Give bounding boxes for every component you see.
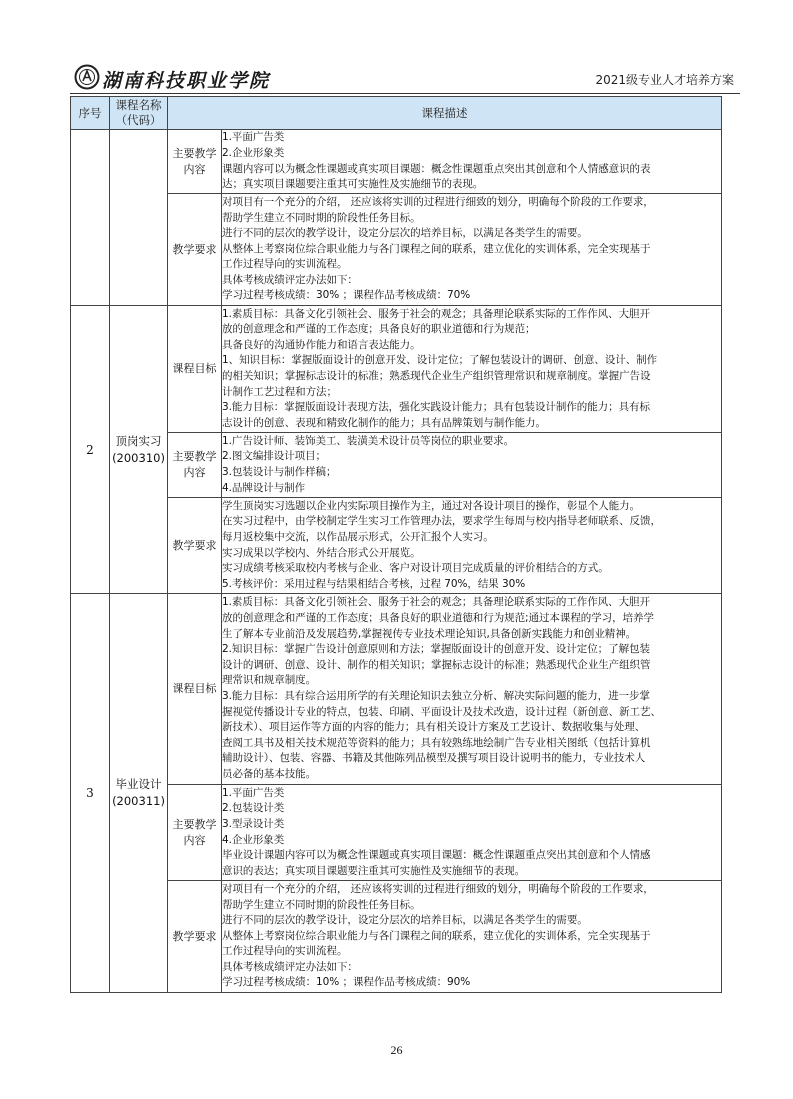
desc-line: 辅助设计）、包装、容器、书籍及其他陈列品模型及撰写项目设计说明书的能力，专业技术人 [222, 752, 646, 765]
desc-line: 1.平面广告类 [222, 131, 285, 144]
desc-line: 5.考核评价：采用过程与结果相结合考核，过程 70%，结果 30% [222, 577, 526, 590]
page-number: 26 [390, 1043, 403, 1057]
desc-line: 握视觉传播设计专业的特点，包装、印刷、平面设计及技术改造，设计过程（新创意、新工艺、 [222, 705, 661, 718]
row-index: 3 [71, 594, 110, 993]
desc-line: 3.包装设计与制作样稿； [222, 466, 337, 478]
desc-line: 2.图文编排设计项目； [222, 450, 326, 463]
desc-line: 帮助学生建立不同时期的阶段性任务目标。 [222, 898, 421, 911]
desc-line: 学习过程考核成绩：30% ；课程作品考核成绩：70% [222, 289, 471, 302]
content-label-2: 内容 [183, 162, 206, 176]
content-label-1: 主要教学 [172, 146, 217, 160]
desc-line: 放的创意理念和严谨的工作态度；具备良好的职业道德和行为规范;通过本课程的学习，培养学 [222, 612, 654, 625]
desc-line: 学习过程考核成绩：10% ；课程作品考核成绩：90% [222, 976, 471, 989]
desc-line: 具备良好的沟通协作能力和语言表达能力。 [222, 338, 421, 351]
desc-line: 从整体上考察岗位综合职业能力与各门课程之间的联系，建立优化的实训体系，完全实现基于 [222, 242, 651, 255]
req-description [222, 498, 722, 594]
table-row [71, 498, 722, 594]
desc-line: 在实习过程中，由学校制定学生实习工作管理办法，要求学生每周与校内指导老师联系、反馈， [222, 515, 661, 528]
course-table [70, 96, 722, 993]
desc-line: 工作过程导向的实训流程。 [222, 258, 348, 271]
continued-index-cell [71, 130, 110, 306]
desc-line: 的相关知识；掌握标志设计的标准；熟悉现代企业生产组织管理常识和规章制度。掌握广告设 [222, 370, 651, 382]
desc-line: 计制作工艺过程和方法； [222, 385, 337, 398]
desc-line: 生了解本专业前沿及发展趋势,掌握视传专业技术理论知识,具备创新实践能力和创业精神。 [222, 627, 637, 640]
course-name: 毕业设计 [115, 777, 162, 791]
content-label-cell [168, 785, 222, 881]
req-description [222, 194, 722, 306]
desc-line: 放的创意理念和严谨的工作态度；具备良好的职业道德和行为规范； [222, 323, 536, 336]
header-course-line1: 课程名称 [115, 98, 162, 112]
table-row [71, 306, 722, 433]
table-row [71, 881, 722, 993]
header-divider [70, 93, 740, 94]
continued-course-cell [110, 130, 168, 306]
school-name: 湖南科技职业学院 [102, 70, 271, 92]
req-label-cell: 教学要求 [168, 194, 222, 306]
desc-line: 工作过程导向的实训流程。 [222, 945, 348, 958]
header-description: 课程描述 [168, 97, 722, 130]
goal-description [222, 594, 722, 785]
school-logo-icon [74, 64, 100, 90]
plan-title: 2021级专业人才培养方案 [595, 73, 734, 87]
content-description [222, 130, 722, 194]
desc-line: 达；真实项目课题要注重其可实施性及实施细节的表现。 [222, 178, 484, 191]
content-label-cell [168, 130, 222, 194]
desc-line: 进行不同的层次的教学设计，设定分层次的培养目标，以满足各类学生的需要。 [222, 914, 588, 927]
desc-line: 1.素质目标：具备文化引领社会、服务于社会的观念；具备理论联系实际的工作作风、大胆开 [222, 307, 650, 320]
content-description [222, 433, 722, 498]
desc-line: 毕业设计课题内容可以为概念性课题或真实项目课题：概念性课题重点突出其创意和个人情感 [222, 849, 651, 862]
course-name-cell [110, 306, 168, 594]
goal-description [222, 306, 722, 433]
desc-line: 4.企业形象类 [222, 833, 285, 846]
table-row [71, 785, 722, 881]
table-header-row [71, 97, 722, 130]
desc-line: 2.知识目标：掌握广告设计创意原则和方法；掌握版面设计的创意开发、设计定位；了解包装 [222, 643, 650, 656]
goal-label-cell: 课程目标 [168, 594, 222, 785]
header-course [110, 97, 168, 130]
row-index: 2 [71, 306, 110, 594]
course-name: 顶岗实习 [115, 433, 162, 448]
desc-line: 设计的调研、创意、设计、制作的相关知识；掌握标志设计的标准；熟悉现代企业生产组织管 [222, 658, 651, 671]
desc-line: 1、知识目标：掌握版面设计的创意开发、设计定位；了解包装设计的调研、创意、设计、制作 [222, 354, 658, 367]
desc-line: 帮助学生建立不同时期的阶段性任务目标。 [222, 211, 421, 224]
desc-line: 3.能力目标：掌握版面设计表现方法，强化实践设计能力；具有包装设计制作的能力；具有标 [222, 401, 650, 414]
desc-line: 进行不同的层次的教学设计，设定分层次的培养目标，以满足各类学生的需要。 [222, 227, 588, 240]
content-label-2: 内容 [183, 466, 206, 479]
req-description [222, 881, 722, 993]
desc-line: 具体考核成绩评定办法如下： [222, 273, 358, 286]
desc-line: 志设计的创意、表现和精致化制作的能力；具有品牌策划与制作能力。 [222, 416, 546, 429]
table-row [71, 594, 722, 785]
desc-line: 课题内容可以为概念性课题或真实项目课题：概念性课题重点突出其创意和个人情感意识的表 [222, 162, 651, 175]
desc-line: 实习成绩考核采取校内考核与企业、客户对设计项目完成质量的评价相结合的方式。 [222, 562, 609, 575]
content-description [222, 785, 722, 881]
header-index: 序号 [71, 97, 110, 130]
desc-line: 意识的表达；真实项目课题要注重其可实施性及实施细节的表现。 [222, 864, 526, 877]
desc-line: 1.广告设计师、装饰美工、装潢美术设计员等岗位的职业要求。 [222, 434, 515, 447]
content-label-cell [168, 433, 222, 498]
content-label-2: 内容 [183, 833, 206, 847]
desc-line: 从整体上考察岗位综合职业能力与各门课程之间的联系，建立优化的实训体系，完全实现基于 [222, 929, 651, 942]
desc-line: 新技术）、项目运作等方面的内容的能力；具有相关设计方案及工艺设计、数据收集与处理、 [222, 721, 646, 734]
desc-line: 查阅工具书及相关技术规范等资料的能力；具有较熟练地绘制广告专业相关图纸（包括计算机 [222, 736, 651, 749]
desc-line: 对项目有一个充分的介绍， 还应该将实训的过程进行细致的划分，明确每个阶段的工作要求， [222, 882, 654, 895]
header-course-line2: （代码） [115, 113, 162, 127]
desc-line: 具体考核成绩评定办法如下： [222, 960, 358, 973]
desc-line: 理常识和规章制度。 [222, 674, 317, 687]
desc-line: 4.品牌设计与制作 [222, 481, 306, 494]
goal-label-cell: 课程目标 [168, 306, 222, 433]
table-row [71, 130, 722, 194]
content-label-1: 主要教学 [172, 817, 217, 831]
req-label-cell: 教学要求 [168, 881, 222, 993]
page-header [70, 62, 740, 94]
desc-line: 1.平面广告类 [222, 786, 285, 799]
desc-line: 2.企业形象类 [222, 146, 285, 159]
content-label-1: 主要教学 [172, 450, 217, 463]
table-row [71, 194, 722, 306]
desc-line: 3.能力目标：具有综合运用所学的有关理论知识去独立分析、解决实际问题的能力，进一步掌 [222, 690, 650, 702]
desc-line: 1.素质目标：具备文化引领社会、服务于社会的观念；具备理论联系实际的工作作风、大胆开 [222, 596, 650, 609]
desc-line: 2.包装设计类 [222, 802, 285, 815]
course-code: (200311) [112, 794, 165, 808]
desc-line: 每月返校集中交流，以作品展示形式，公开汇报个人实习。 [222, 530, 494, 543]
desc-line: 员必备的基本技能。 [222, 767, 317, 780]
table-row [71, 433, 722, 498]
desc-line: 对项目有一个充分的介绍， 还应该将实训的过程进行细致的划分，明确每个阶段的工作要求， [222, 195, 654, 208]
course-code: (200310) [112, 450, 165, 465]
desc-line: 实习成果以学校内、外结合形式公开展览。 [222, 546, 421, 559]
desc-line: 学生顶岗实习选题以企业内实际项目操作为主，通过对各设计项目的操作，彰显个人能力。 [222, 499, 640, 512]
course-name-cell [110, 594, 168, 993]
req-label-cell: 教学要求 [168, 498, 222, 594]
desc-line: 3.型录设计类 [222, 817, 285, 830]
